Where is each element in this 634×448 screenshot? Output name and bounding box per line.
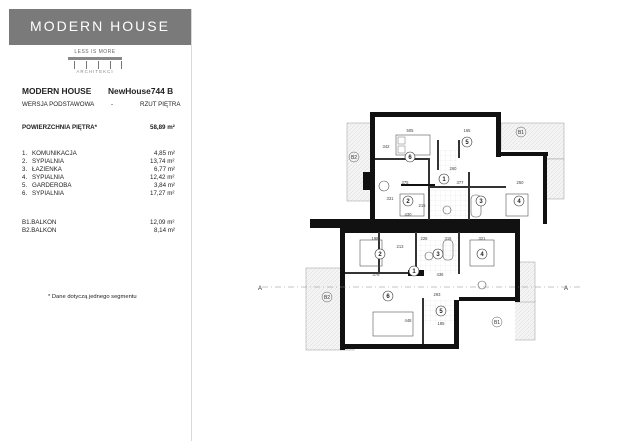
dimension-label: 448 (404, 318, 412, 323)
dimension-label: 342 (382, 144, 390, 149)
dimension-label: 250 (516, 180, 524, 185)
room-label: 5 (439, 309, 443, 315)
balcony-area: 12,09 m² (150, 219, 175, 226)
dimension-label: 215 (418, 203, 426, 208)
logo-studio: ARCHITEKCI (76, 69, 114, 74)
dimension-label: 260 (449, 166, 457, 171)
room-name: GARDEROBA (32, 182, 72, 189)
studio-logo (62, 49, 128, 77)
room-num: 5. (22, 182, 28, 189)
floor-area-label: POWIERZCHNIA PIĘTRA* (22, 124, 98, 131)
room-num: 6. (22, 190, 28, 197)
room-name: KOMUNIKACJA (32, 150, 77, 157)
dimension-label: 331 (386, 196, 394, 201)
balcony-name: B1.BALKON (22, 219, 57, 226)
balcony-label: B2 (350, 155, 358, 161)
room-name: SYPIALNIA (32, 174, 64, 181)
section-marker-left: A (257, 286, 263, 292)
dimension-label: 436 (436, 272, 444, 277)
logo-ticks (68, 61, 122, 69)
dimension-label: 226 (420, 236, 428, 241)
dimension-label: 165 (463, 128, 471, 133)
room-area: 3,84 m² (154, 182, 175, 189)
dimension-label: 198 (371, 236, 379, 241)
section-marker-right: A (563, 286, 569, 292)
dimension-label: 377 (456, 180, 464, 185)
room-name: SYPIALNIA (32, 158, 64, 165)
project-name-right: NewHouse744 B (108, 86, 174, 96)
room-label: 5 (465, 140, 469, 146)
balcony-name: B2.BALKON (22, 227, 57, 234)
dimension-label: 321 (478, 236, 486, 241)
logo-bar (68, 57, 122, 60)
room-area: 13,74 m² (150, 158, 175, 165)
room-area: 6,77 m² (154, 166, 175, 173)
balcony-label: B1 (493, 320, 501, 326)
dimension-label: 505 (406, 128, 414, 133)
room-area: 12,42 m² (150, 174, 175, 181)
lower-segment (340, 228, 520, 350)
dimension-label: 293 (433, 292, 441, 297)
room-area: 17,27 m² (150, 190, 175, 197)
plan-type-label: RZUT PIĘTRA (140, 101, 181, 108)
logo-tagline: LESS IS MORE (74, 49, 116, 55)
room-area: 4,85 m² (154, 150, 175, 157)
dimension-label: 376 (372, 272, 380, 277)
room-num: 3. (22, 166, 28, 173)
room-label: 2 (378, 252, 382, 258)
footnote: * Dane dotyczą jednego segmentu (48, 294, 137, 300)
dimension-label: 375 (401, 180, 409, 185)
room-label: 4 (480, 252, 484, 258)
balcony-label: B1 (517, 130, 525, 136)
dimension-label: 213 (396, 244, 404, 249)
room-name: SYPIALNIA (32, 190, 64, 197)
floor-area-value: 58,89 m² (150, 124, 175, 131)
room-num: 4. (22, 174, 28, 181)
version-label: WERSJA PODSTAWOWA (22, 101, 95, 108)
room-label: 1 (442, 177, 446, 183)
room-label: 6 (386, 294, 390, 300)
dimension-label: 185 (437, 321, 445, 326)
balcony-area: 8,14 m² (154, 227, 175, 234)
room-num: 1. (22, 150, 28, 157)
room-name: ŁAZIENKA (32, 166, 62, 173)
project-name-left: MODERN HOUSE (22, 86, 92, 96)
balcony-label: B2 (323, 295, 331, 301)
room-label: 4 (517, 199, 521, 205)
room-label: 6 (408, 155, 412, 161)
room-label: 2 (406, 199, 410, 205)
dimension-label: 315 (444, 236, 452, 241)
dimension-label: 430 (404, 212, 412, 217)
subheader-separator: - (111, 101, 114, 108)
room-label: 3 (479, 199, 483, 205)
brand-title: MODERN HOUSE (30, 18, 170, 34)
room-num: 2. (22, 158, 28, 165)
floor-plan (200, 0, 634, 448)
room-label: 3 (436, 252, 440, 258)
room-label: 1 (412, 269, 416, 275)
